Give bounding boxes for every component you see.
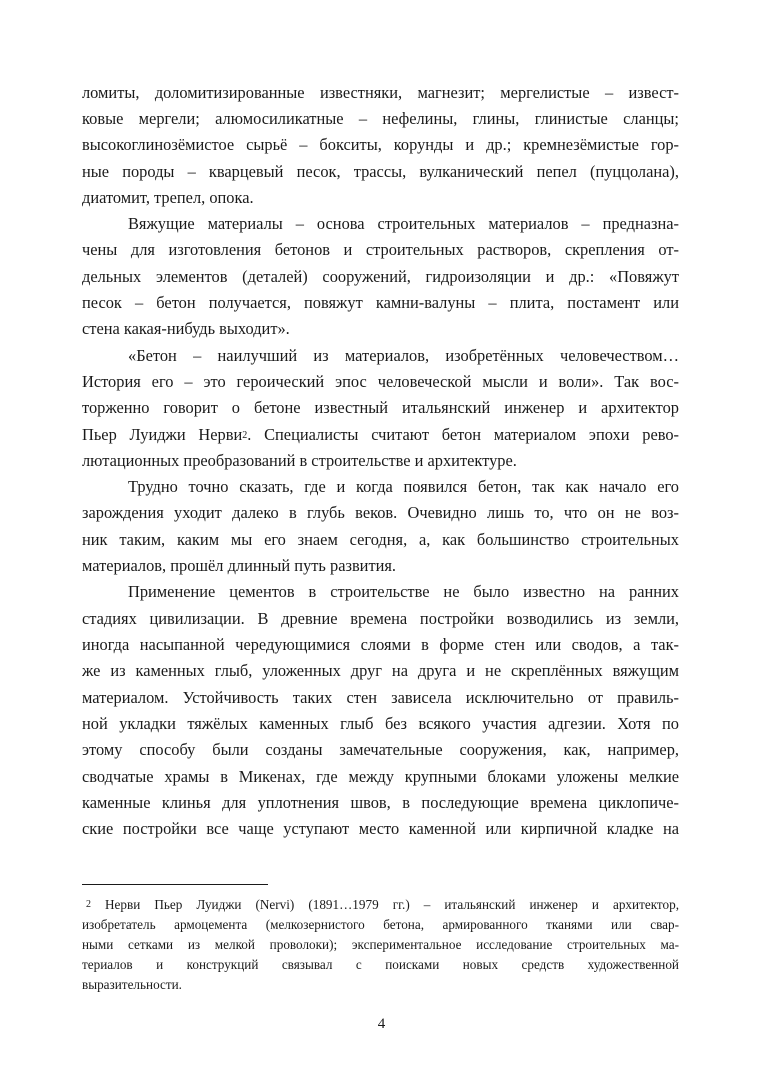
footnote-reference: 2 <box>242 430 248 441</box>
text-line: ломиты, доломитизированные известняки, магнезит; мергелистые – извест- <box>82 83 679 102</box>
text-line: дельных элементов (деталей) сооружений, гидроизоляции и др.: «Повяжут <box>82 267 679 286</box>
text-line: зарождения уходит далеко в глубь веков. Очевидно лишь то, что он не воз- <box>82 503 679 522</box>
text-line: же из каменных глыб, уложенных друг на друга и не скреплённых вяжущим <box>82 661 679 680</box>
text-line: материалов, прошёл длинный путь развития. <box>82 556 397 575</box>
text-line: ной укладки тяжёлых каменных глыб без всякого участия адгезии. Хотя по <box>82 714 679 733</box>
text-line: ник таким, каким мы его знаем сегодня, а, как большинство строительных <box>82 530 679 549</box>
text-line: Трудно точно сказать, где и когда появился бетон, так как начало его <box>128 477 679 496</box>
text-line: ковые мергели; алюмосиликатные – нефелины, глины, глинистые сланцы; <box>82 109 679 128</box>
text-line: ские постройки все чаще уступают место каменной или кирпичной кладке на <box>82 819 679 838</box>
text-segment: Пьер Луиджи Нерви <box>82 425 243 444</box>
text-line: диатомит, трепел, опока. <box>82 188 254 207</box>
text-line: материалом. Устойчивость таких стен зависела исключительно от правиль- <box>82 688 679 707</box>
text-line: стадиях цивилизации. В древние времена постройки возводились из земли, <box>82 609 679 628</box>
text-line: высокоглинозёмистое сырьё – бокситы, корунды и др.; кремнезёмистые гор- <box>82 135 679 154</box>
text-line: сводчатые храмы в Микенах, где между крупными блоками уложены мелкие <box>82 767 679 786</box>
text-line: лютационных преобразований в строительстве и архитектуре. <box>82 451 517 470</box>
text-line: каменные клинья для уплотнения швов, в последующие времена циклопиче- <box>82 793 679 812</box>
text-line: чены для изготовления бетонов и строительных растворов, скрепления от- <box>82 240 679 259</box>
text-line: торженно говорит о бетоне известный итальянский инженер и архитектор <box>82 398 679 417</box>
text-line: стена какая-нибудь выходит». <box>82 319 290 338</box>
text-line: «Бетон – наилучший из материалов, изобретённых человечеством… <box>128 346 679 365</box>
text-line: иногда насыпанной чередующимися слоями в форме стен или сводов, а так- <box>82 635 679 654</box>
footnote-line: териалов и конструкций связывал с поисками новых средств художественной <box>82 957 679 972</box>
footnote-line <box>86 897 679 913</box>
text-line: Вяжущие материалы – основа строительных материалов – предназна- <box>128 214 679 233</box>
footnote-line: изобретатель армоцемента (мелкозернистого бетона, армированного тканями или свар- <box>82 917 679 932</box>
text-segment: Нерви Пьер Луиджи (Nervi) (1891…1979 гг.) – итальянский инженер и архитектор, <box>105 897 679 912</box>
footnote-line: ными сетками из мелкой проволоки); экспериментальное исследование строительных ма- <box>82 937 679 952</box>
text-line: песок – бетон получается, повяжут камни-валуны – плита, постамент или <box>82 293 679 312</box>
text-line: История его – это героический эпос человеческой мысли и воли». Так вос- <box>82 372 679 391</box>
text-line <box>82 425 679 445</box>
footnote-separator <box>82 884 268 885</box>
footnote-marker: 2 <box>86 899 91 910</box>
text-line: этому способу были созданы замечательные сооружения, как, например, <box>82 740 679 759</box>
footnote-line: выразительности. <box>82 977 182 992</box>
text-line: ные породы – кварцевый песок, трассы, вулканический пепел (пуццолана), <box>82 162 679 181</box>
page-number: 4 <box>377 1016 386 1032</box>
text-line: Применение цементов в строительстве не было известно на ранних <box>128 582 679 601</box>
text-segment: . Специалисты считают бетон материалом эпохи рево- <box>247 425 680 444</box>
